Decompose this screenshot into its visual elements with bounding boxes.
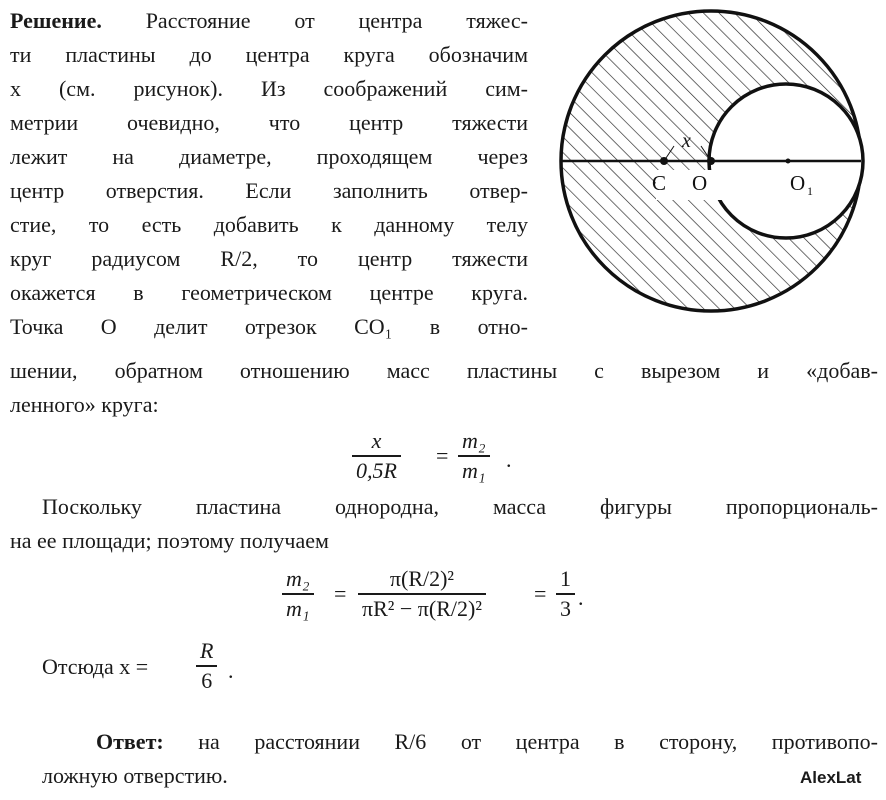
fraction-bar xyxy=(358,593,486,595)
fraction-denominator: 3 xyxy=(560,596,571,621)
label-o: O xyxy=(692,171,708,195)
fraction-numerator: π(R/2)² xyxy=(389,566,455,591)
text-line: Поскольку пластина однородна, масса фигуры пропорциональ- xyxy=(42,494,878,519)
conclusion-text: Отсюда x = xyxy=(42,654,149,679)
fraction-numerator: m₂ xyxy=(462,428,486,453)
text-line: ти пластины до центра круга обозначим xyxy=(10,42,528,67)
fraction-numerator: x xyxy=(371,428,382,453)
fraction-numerator: 1 xyxy=(560,566,571,591)
text-line: круг радиусом R/2, то центр тяжести xyxy=(10,246,528,271)
fraction-bar xyxy=(458,455,490,457)
fraction xyxy=(458,428,490,484)
fraction xyxy=(358,566,486,622)
equals-sign: = xyxy=(334,581,347,606)
answer-label: Ответ: xyxy=(96,729,164,754)
label-x: x xyxy=(682,130,691,152)
answer-line xyxy=(96,729,878,755)
text-line-content: Расстояние от центра тяжес- xyxy=(145,8,529,33)
fraction-bar xyxy=(556,593,575,595)
label-c: C xyxy=(652,171,667,195)
plate-figure xyxy=(556,6,878,336)
text-line: окажется в геометрическом центре круга. xyxy=(10,280,528,305)
equals-sign: = xyxy=(436,443,449,468)
label-o1: O xyxy=(790,171,806,195)
text-line: Точка O делит отрезок CO₁ в отно- xyxy=(10,314,528,339)
signature: AlexLat xyxy=(800,768,862,787)
text-line: шении, обратном отношению масс пластины с вырезом и «добав- xyxy=(10,358,878,383)
text-line xyxy=(10,8,528,34)
period: . xyxy=(228,658,234,683)
fraction-denominator: 6 xyxy=(201,668,213,693)
answer-line: ложную отверстию. xyxy=(42,763,228,788)
equals-sign: = xyxy=(534,581,547,606)
text-line: на ее площади; поэтому получаем xyxy=(10,528,329,553)
period: . xyxy=(578,585,584,610)
fraction-denominator: m₁ xyxy=(286,596,310,621)
fraction-numerator: m₂ xyxy=(286,566,310,591)
solution-label: Решение. xyxy=(10,8,102,33)
text-line: метрии очевидно, что центр тяжести xyxy=(10,110,528,135)
fraction-bar xyxy=(282,593,314,595)
text-line: центр отверстия. Если заполнить отвер- xyxy=(10,178,528,203)
text-line: стие, то есть добавить к данному телу xyxy=(10,212,528,237)
fraction-denominator: πR² − π(R/2)² xyxy=(362,596,482,621)
fraction xyxy=(282,566,314,622)
fraction xyxy=(556,566,575,622)
text-line: лежит на диаметре, проходящем через xyxy=(10,144,528,169)
period: . xyxy=(506,447,512,472)
fraction-denominator: m₁ xyxy=(462,458,486,483)
answer-text: на расстоянии R/6 от центра в сторону, противопо- xyxy=(198,729,878,754)
fraction-denominator: 0,5R xyxy=(356,458,397,483)
fraction-bar xyxy=(352,455,401,457)
fraction xyxy=(196,638,217,694)
fraction xyxy=(352,428,401,484)
point-o1 xyxy=(786,159,791,164)
text-line: ленного» круга: xyxy=(10,392,159,417)
fraction-bar xyxy=(196,665,217,667)
fraction-numerator: R xyxy=(200,638,214,663)
text-line: x (см. рисунок). Из соображений сим- xyxy=(10,76,528,101)
label-o1-subscript: 1 xyxy=(807,184,813,198)
